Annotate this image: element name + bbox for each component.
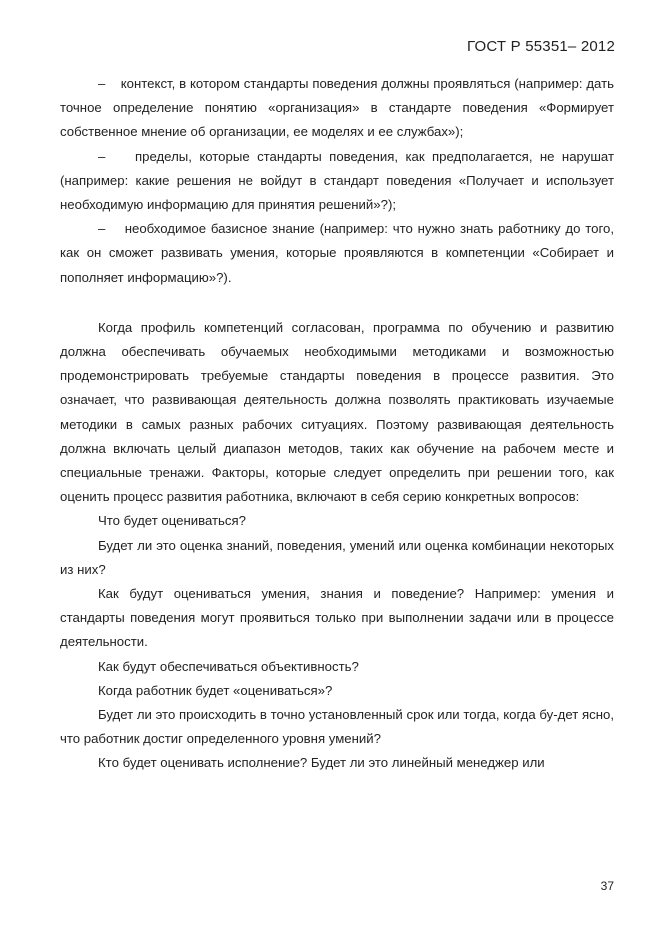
- document-body: [60, 72, 614, 776]
- page-number: 37: [600, 879, 614, 893]
- question-paragraph: Когда работник будет «оцениваться»?: [98, 682, 333, 698]
- question-paragraph: Как будут оцениваться умения, знания и поведение? Например: умения и стандарты поведения могут проявиться только при выполнении задачи или в процессе деятельности.: [60, 586, 614, 650]
- question-paragraph: Что будет оцениваться?: [98, 513, 246, 529]
- paragraph: Когда профиль компетенций согласован, программа по обучению и развитию должна обеспечивать обучаемых необходимыми методиками и возможностью продемонстрировать требуемые стандарты поведения в процессе развития. Это означает, что развивающая деятельность должна позволять практиковать изучаемые методики в самых разных рабочих ситуациях. Поэтому развивающая деятельность должна включать целый диапазон методов, таких как обучение на рабочем месте и специальные тренажи. Факторы, которые следует определить при решении того, как оценить процесс развития работника, включают в себя серию конкретных вопросов:: [60, 319, 614, 505]
- question-paragraph: Будет ли это оценка знаний, поведения, умений или оценка комбинации некоторых из них?: [60, 537, 614, 577]
- question-paragraph: Как будут обеспечиваться объективность?: [98, 658, 359, 674]
- question-paragraph: Будет ли это происходить в точно установленный срок или тогда, когда бу-дет ясно, что работник достиг определенного уровня умений?: [60, 707, 614, 747]
- list-item: – необходимое базисное знание (например: что нужно знать работнику до того, как он сможет развивать умения, которые проявляются в компетенции «Собирает и пополняет информацию»?).: [60, 221, 614, 285]
- list-item: – пределы, которые стандарты поведения, как предполагается, не нарушат (например: какие решения не войдут в стандарт поведения «Получает и использует необходимую информацию для принятия решений»?);: [60, 148, 614, 213]
- question-paragraph: Кто будет оценивать исполнение? Будет ли это линейный менеджер или: [98, 755, 545, 771]
- paragraph-gap: [60, 290, 614, 316]
- document-code-header: ГОСТ Р 55351– 2012: [467, 38, 615, 55]
- list-item: – контекст, в котором стандарты поведения должны проявляться (например: дать точное определение понятию «организация» в стандарте поведения «Формирует собственное мнение об организации, ее моделях и ее службах»);: [60, 76, 614, 140]
